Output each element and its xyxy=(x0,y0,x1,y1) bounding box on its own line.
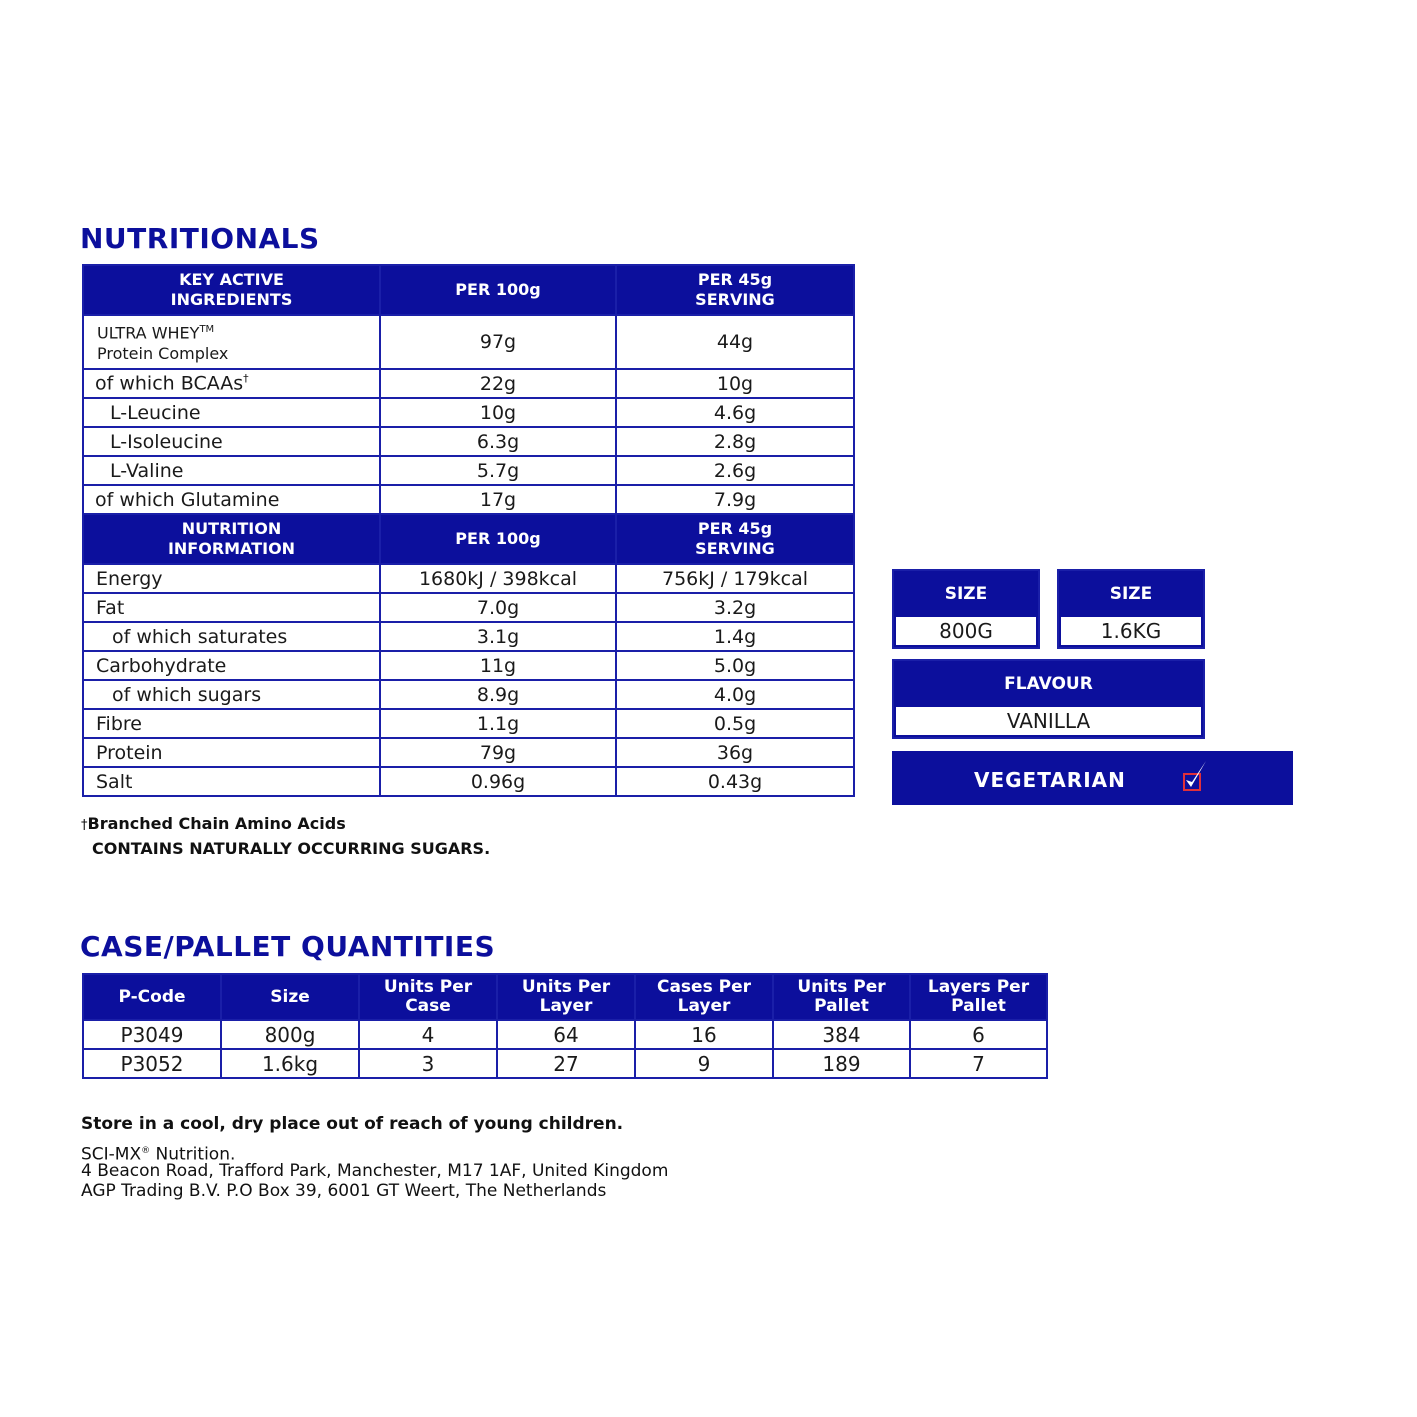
row-per-serving: 0.5g xyxy=(616,709,854,738)
size-value: 800G xyxy=(896,617,1036,645)
row-per100: 79g xyxy=(380,738,616,767)
dagger-symbol: † xyxy=(81,818,88,833)
table-row xyxy=(83,593,854,622)
table-row xyxy=(83,1049,1047,1078)
case-pallet-title: CASE/PALLET QUANTITIES xyxy=(80,930,496,963)
vegetarian-badge xyxy=(892,751,1293,805)
key-active-header-row xyxy=(83,265,854,315)
cell-size: 1.6kg xyxy=(221,1049,359,1078)
table-row xyxy=(83,651,854,680)
row-label: Fibre xyxy=(83,709,380,738)
row-label: of which saturates xyxy=(83,622,380,651)
cell-p-code: P3049 xyxy=(83,1020,221,1049)
row-per-serving: 5.0g xyxy=(616,651,854,680)
row-per-serving: 2.8g xyxy=(616,427,854,456)
row-per-serving: 44g xyxy=(616,315,854,369)
row-label: Carbohydrate xyxy=(83,651,380,680)
header-key-active: KEY ACTIVE INGREDIENTS xyxy=(83,265,380,315)
size-box-1-6kg xyxy=(1057,569,1205,649)
row-per100: 22g xyxy=(380,369,616,398)
cell-units-per-case: 3 xyxy=(359,1049,497,1078)
header-p-code: P-Code xyxy=(83,974,221,1020)
cell-p-code: P3052 xyxy=(83,1049,221,1078)
vegetarian-label: VEGETARIAN xyxy=(974,768,1126,792)
storage-instructions: Store in a cool, dry place out of reach of young children. xyxy=(81,1114,624,1134)
row-label: Fat xyxy=(83,593,380,622)
row-per100: 8.9g xyxy=(380,680,616,709)
row-label: L-Isoleucine xyxy=(83,427,380,456)
table-row xyxy=(83,680,854,709)
header-per-serving: PER 45g SERVING xyxy=(616,514,854,564)
row-per100: 5.7g xyxy=(380,456,616,485)
nutritionals-title: NUTRITIONALS xyxy=(80,222,320,255)
row-label: L-Leucine xyxy=(83,398,380,427)
row-per-serving: 3.2g xyxy=(616,593,854,622)
table-row xyxy=(83,369,854,398)
header-units-per-pallet: Units Per Pallet xyxy=(773,974,910,1020)
cell-units-per-case: 4 xyxy=(359,1020,497,1049)
size-label: SIZE xyxy=(1109,584,1153,604)
row-per-serving: 0.43g xyxy=(616,767,854,796)
cell-units-per-layer: 27 xyxy=(497,1049,635,1078)
flavour-label: FLAVOUR xyxy=(1004,674,1093,694)
row-label: Energy xyxy=(83,564,380,593)
size-box-800g xyxy=(892,569,1040,649)
row-label: of which BCAAs† xyxy=(83,369,380,398)
header-per-100g: PER 100g xyxy=(380,265,616,315)
cell-units-per-pallet: 384 xyxy=(773,1020,910,1049)
flavour-box xyxy=(892,659,1205,739)
brand-line: SCI-MX® Nutrition. xyxy=(81,1144,236,1165)
row-per-serving: 1.4g xyxy=(616,622,854,651)
row-per100: 17g xyxy=(380,485,616,514)
cell-cases-per-layer: 9 xyxy=(635,1049,773,1078)
row-per-serving: 7.9g xyxy=(616,485,854,514)
header-units-per-case: Units Per Case xyxy=(359,974,497,1020)
address-uk: 4 Beacon Road, Trafford Park, Manchester, M17 1AF, United Kingdom xyxy=(81,1161,669,1181)
table-row xyxy=(83,1020,1047,1049)
row-label: L-Valine xyxy=(83,456,380,485)
row-per-serving: 2.6g xyxy=(616,456,854,485)
nutrition-table xyxy=(82,264,855,797)
table-row xyxy=(83,398,854,427)
flavour-value: VANILLA xyxy=(896,707,1201,735)
cell-layers-per-pallet: 7 xyxy=(910,1049,1047,1078)
row-per100: 7.0g xyxy=(380,593,616,622)
row-per-serving: 4.0g xyxy=(616,680,854,709)
header-cases-per-layer: Cases Per Layer xyxy=(635,974,773,1020)
table-row xyxy=(83,564,854,593)
row-label: of which Glutamine xyxy=(83,485,380,514)
row-per100: 1680kJ / 398kcal xyxy=(380,564,616,593)
table-row xyxy=(83,738,854,767)
header-units-per-layer: Units Per Layer xyxy=(497,974,635,1020)
header-nutrition-info: NUTRITION INFORMATION xyxy=(83,514,380,564)
cell-layers-per-pallet: 6 xyxy=(910,1020,1047,1049)
header-per-100g: PER 100g xyxy=(380,514,616,564)
row-per-serving: 4.6g xyxy=(616,398,854,427)
cell-units-per-pallet: 189 xyxy=(773,1049,910,1078)
row-per-serving: 756kJ / 179kcal xyxy=(616,564,854,593)
cell-units-per-layer: 64 xyxy=(497,1020,635,1049)
table-row xyxy=(83,767,854,796)
header-layers-per-pallet: Layers Per Pallet xyxy=(910,974,1047,1020)
case-pallet-table xyxy=(82,973,1048,1079)
row-label: ULTRA WHEY™ Protein Complex xyxy=(83,315,380,369)
row-per100: 97g xyxy=(380,315,616,369)
case-pallet-header-row xyxy=(83,974,1047,1020)
row-per100: 11g xyxy=(380,651,616,680)
table-row xyxy=(83,709,854,738)
row-label: Protein xyxy=(83,738,380,767)
row-per-serving: 10g xyxy=(616,369,854,398)
nutrition-info-header-row xyxy=(83,514,854,564)
cell-cases-per-layer: 16 xyxy=(635,1020,773,1049)
checkbox-checked-icon xyxy=(1182,759,1212,793)
table-row xyxy=(83,622,854,651)
row-per-serving: 36g xyxy=(616,738,854,767)
row-label: Salt xyxy=(83,767,380,796)
table-row xyxy=(83,315,854,369)
row-per100: 0.96g xyxy=(380,767,616,796)
cell-size: 800g xyxy=(221,1020,359,1049)
row-per100: 3.1g xyxy=(380,622,616,651)
size-label: SIZE xyxy=(944,584,988,604)
row-per100: 10g xyxy=(380,398,616,427)
header-size: Size xyxy=(221,974,359,1020)
table-row xyxy=(83,456,854,485)
size-value: 1.6KG xyxy=(1061,617,1201,645)
row-per100: 1.1g xyxy=(380,709,616,738)
bcaa-footnote: †Branched Chain Amino Acids xyxy=(81,814,346,833)
row-per100: 6.3g xyxy=(380,427,616,456)
table-row xyxy=(83,485,854,514)
row-label: of which sugars xyxy=(83,680,380,709)
sugars-note: CONTAINS NATURALLY OCCURRING SUGARS. xyxy=(92,839,491,858)
table-row xyxy=(83,427,854,456)
address-nl: AGP Trading B.V. P.O Box 39, 6001 GT Weert, The Netherlands xyxy=(81,1181,607,1201)
header-per-serving: PER 45g SERVING xyxy=(616,265,854,315)
